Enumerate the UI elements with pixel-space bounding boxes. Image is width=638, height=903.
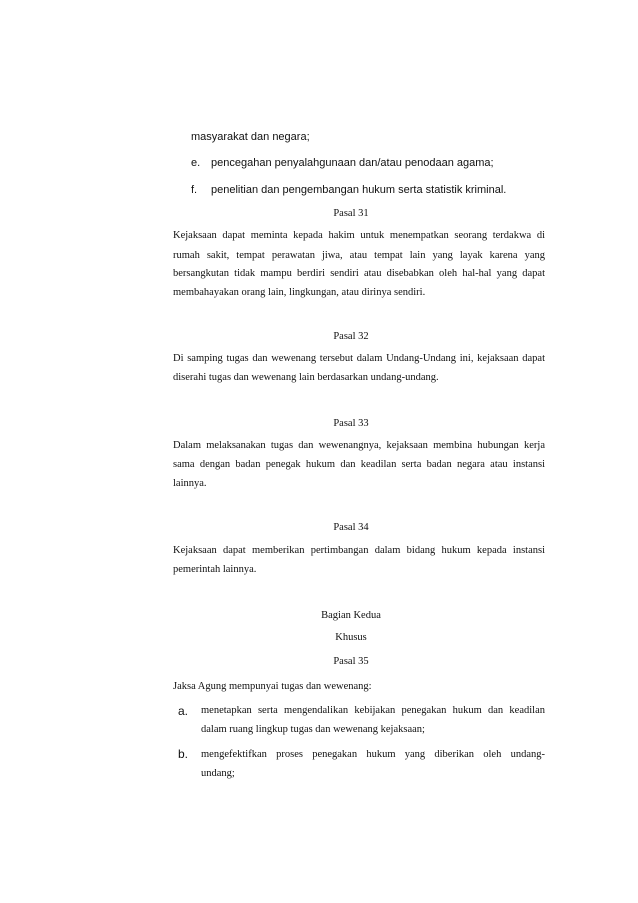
item-marker-a: a. — [178, 704, 189, 718]
pasal-32-line: diserahi tugas dan wewenang lain berdasarkan undang-undang. — [173, 372, 439, 383]
pasal-31-title: Pasal 31 — [333, 208, 369, 219]
item-b-line: mengefektifkan proses penegakan hukum yang diberikan oleh undang- — [201, 749, 545, 760]
list-item-f: penelitian dan pengembangan hukum serta statistik kriminal. — [211, 184, 507, 196]
list-marker-f: f. — [191, 184, 198, 196]
list-marker-e: e. — [191, 157, 201, 169]
pasal-35-title: Pasal 35 — [333, 656, 369, 667]
item-a-line: dalam ruang lingkup tugas dan wewenang kejaksaan; — [201, 724, 425, 735]
pasal-33-title: Pasal 33 — [333, 418, 369, 429]
pasal-35-intro: Jaksa Agung mempunyai tugas dan wewenang: — [173, 681, 372, 692]
item-b-line: undang; — [201, 768, 235, 779]
list-continuation: masyarakat dan negara; — [191, 131, 310, 143]
pasal-31-line: membahayakan orang lain, lingkungan, atau dirinya sendiri. — [173, 287, 426, 298]
pasal-34-line: Kejaksaan dapat memberikan pertimbangan dalam bidang hukum kepada instansi — [173, 545, 545, 556]
pasal-33-line: Dalam melaksanakan tugas dan wewenangnya, kejaksaan membina hubungan kerja — [173, 440, 545, 451]
pasal-32-line: Di samping tugas dan wewenang tersebut dalam Undang-Undang ini, kejaksaan dapat — [173, 353, 545, 364]
list-item-e: pencegahan penyalahgunaan dan/atau penodaan agama; — [211, 157, 494, 169]
pasal-31-line: bersangkutan tidak mampu berdiri sendiri atau disebabkan oleh hal-hal yang dapat — [173, 268, 545, 279]
pasal-33-line: sama dengan badan penegak hukum dan keadilan serta badan negara atau instansi — [173, 459, 545, 470]
pasal-32-title: Pasal 32 — [333, 331, 369, 342]
section-heading: Bagian Kedua — [321, 610, 381, 621]
pasal-31-line: rumah sakit, tempat perawatan jiwa, atau tempat lain yang layak karena yang — [173, 250, 545, 261]
pasal-31-line: Kejaksaan dapat meminta kepada hakim untuk menempatkan seorang terdakwa di — [173, 230, 545, 241]
section-subheading: Khusus — [335, 632, 367, 643]
item-marker-b: b. — [178, 747, 189, 761]
pasal-34-line: pemerintah lainnya. — [173, 564, 257, 575]
pasal-33-line: lainnya. — [173, 478, 207, 489]
item-a-line: menetapkan serta mengendalikan kebijakan penegakan hukum dan keadilan — [201, 705, 545, 716]
pasal-34-title: Pasal 34 — [333, 522, 369, 533]
